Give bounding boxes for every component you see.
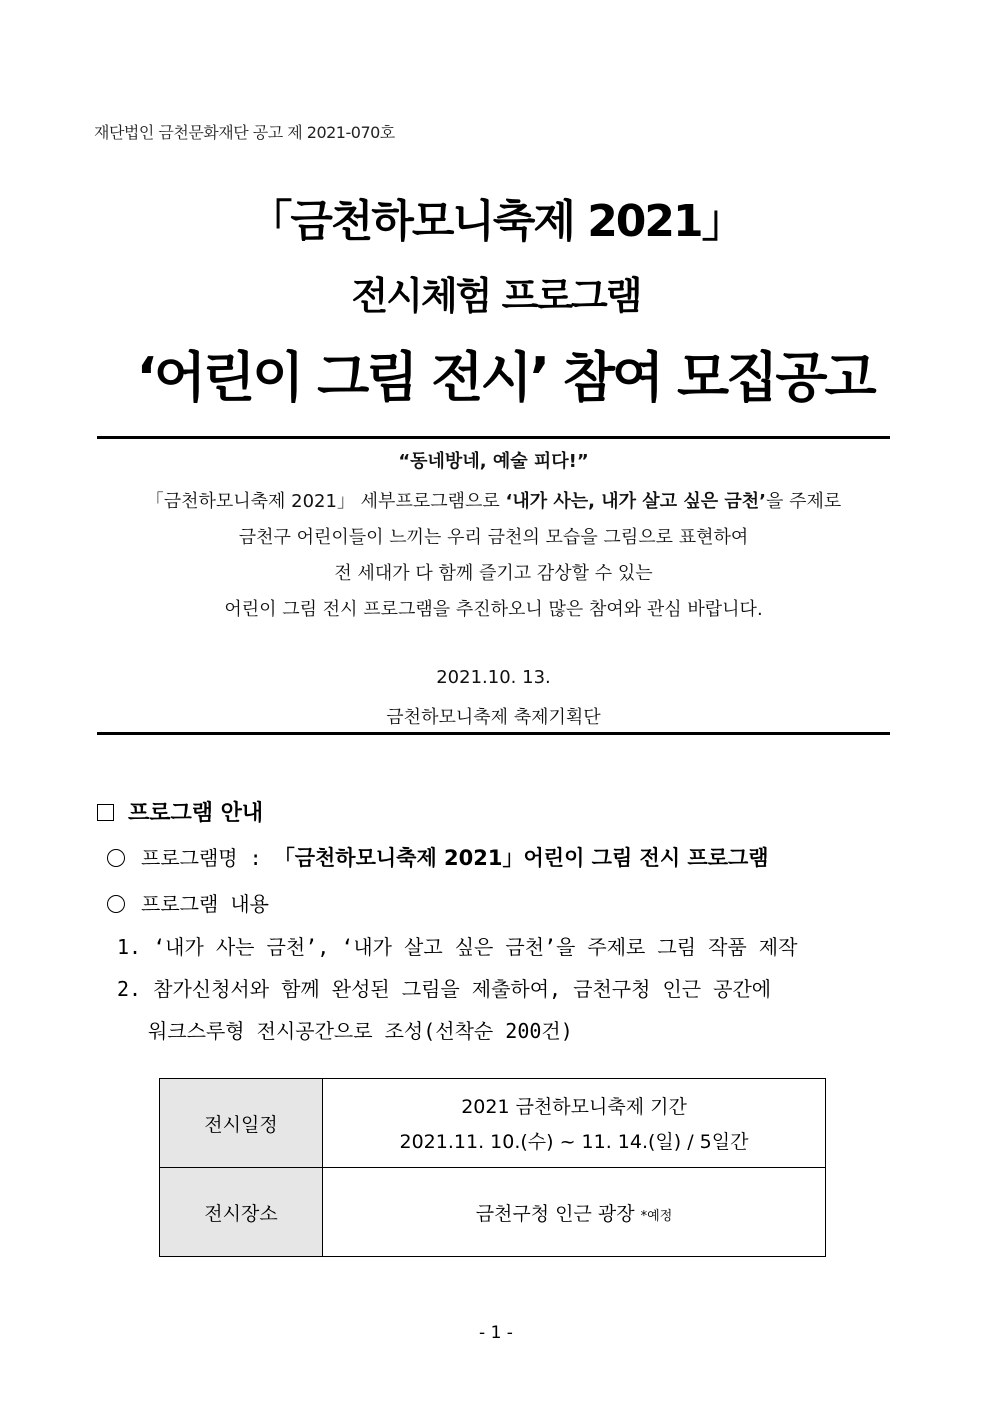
title-festival: 「금천하모니축제 2021」	[248, 196, 744, 247]
notice-number: 재단법인 금천문화재단 공고 제 2021-070호	[94, 123, 395, 142]
program-item-1: 1. ‘내가 사는 금천’, ‘내가 살고 싶은 금천’을 주제로 그림 작품 제작	[117, 935, 798, 959]
circle-bullet-icon	[107, 849, 125, 867]
schedule-label: 전시일정	[160, 1079, 323, 1168]
intro-line-2: 금천구 어린이들이 느끼는 우리 금천의 모습을 그림으로 표현하여	[238, 527, 749, 548]
exhibition-info-table	[159, 1078, 826, 1257]
schedule-value	[323, 1079, 826, 1168]
program-name-label: 프로그램명 :	[141, 846, 274, 870]
intro-line-1-pre: 「금천하모니축제 2021」 세부프로그램으로	[145, 491, 506, 512]
section-heading	[97, 796, 263, 827]
program-name-value: 「금천하모니축제 2021」어린이 그림 전시 프로그램	[273, 846, 769, 870]
program-name-row	[107, 842, 769, 872]
top-divider	[97, 436, 890, 439]
venue-note: *예정	[640, 1208, 673, 1224]
slogan: “동네방네, 예술 피다!”	[398, 451, 589, 472]
intro-line-1	[97, 487, 890, 513]
announcement-date: 2021.10. 13.	[436, 667, 551, 688]
program-item-2-cont: 워크스루형 전시공간으로 조성(선착순 200건)	[148, 1019, 573, 1043]
organizer: 금천하모니축제 축제기획단	[386, 707, 601, 728]
section-title: 프로그램 안내	[128, 801, 264, 826]
program-content-row	[107, 888, 269, 917]
schedule-period: 2021 금천하모니축제 기간	[461, 1096, 687, 1118]
intro-line-4: 어린이 그림 전시 프로그램을 추진하오니 많은 참여와 관심 바랍니다.	[224, 599, 763, 620]
table-row	[160, 1168, 826, 1257]
circle-bullet-icon	[107, 895, 125, 913]
schedule-dates: 2021.11. 10.(수) ~ 11. 14.(일) / 5일간	[399, 1131, 749, 1153]
intro-theme: ‘내가 사는, 내가 살고 싶은 금천’	[505, 491, 767, 512]
title-program: 전시체험 프로그램	[351, 274, 641, 318]
intro-line-3: 전 세대가 다 함께 즐기고 감상할 수 있는	[334, 563, 653, 584]
program-content-label: 프로그램 내용	[141, 892, 269, 916]
program-item-2: 2. 참가신청서와 함께 완성된 그림을 제출하여, 금천구청 인근 공간에	[117, 977, 772, 1001]
venue-label: 전시장소	[160, 1168, 323, 1257]
square-bullet-icon	[97, 804, 114, 821]
table-row	[160, 1079, 826, 1168]
page-number: - 1 -	[479, 1323, 513, 1343]
title-recruitment: ‘어린이 그림 전시’ 참여 모집공고	[136, 346, 874, 409]
venue-value	[323, 1168, 826, 1257]
bottom-divider	[97, 732, 890, 735]
intro-line-1-post: 을 주제로	[766, 491, 842, 512]
venue-name: 금천구청 인근 광장	[475, 1202, 641, 1225]
